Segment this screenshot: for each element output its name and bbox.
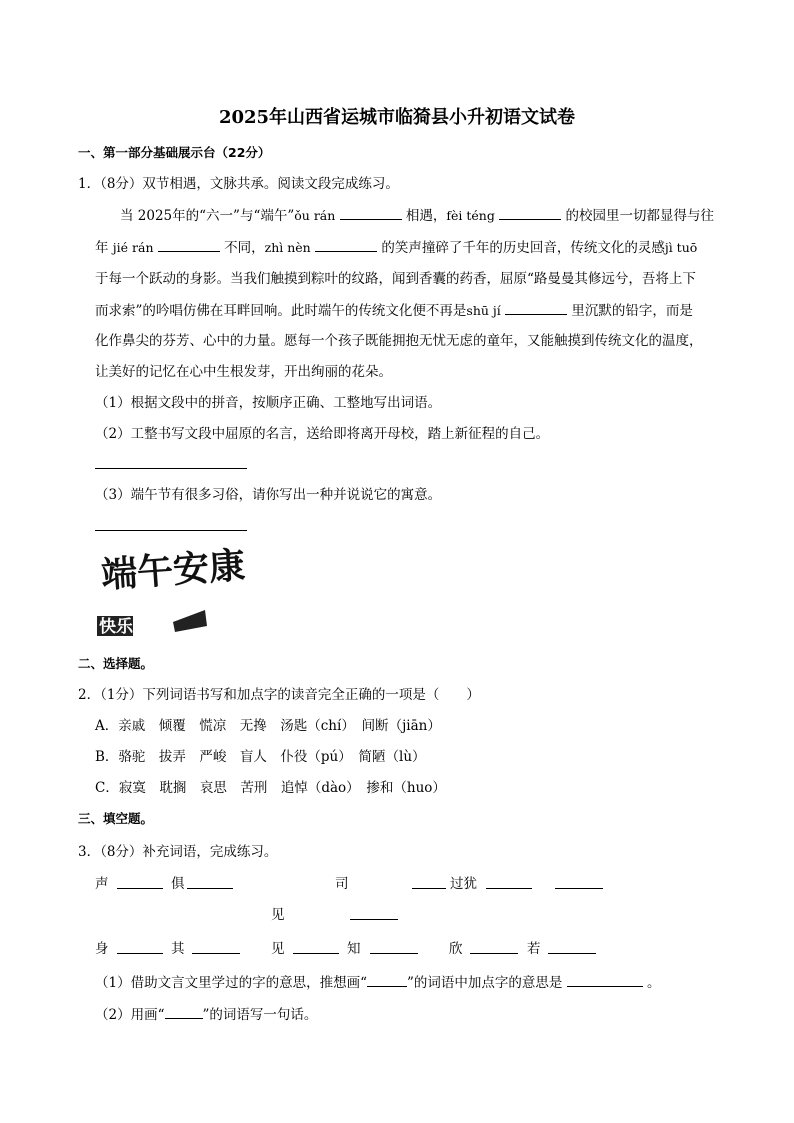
idiom-char: 其 — [171, 941, 185, 957]
pinyin-feiteng: fèi téng — [446, 208, 495, 223]
idiom-char: 过犹 — [450, 876, 477, 892]
calligraphy-bottom-text: 快乐六一 — [99, 617, 167, 637]
q3-sub1 — [95, 973, 661, 992]
q2-option-c[interactable]: C．寂寞 耽搁 哀思 苦刑 追悼（dào） 掺和（huo） — [95, 780, 446, 796]
idiom-char: 声 — [95, 876, 109, 892]
answer-blank[interactable] — [470, 953, 518, 954]
answer-blank[interactable] — [340, 206, 402, 220]
q1-text-e: 不同， — [224, 240, 265, 256]
q1-text-a: 当 2025年的“六一”与“端午” — [120, 208, 295, 224]
q2-option-a[interactable]: A．亲戚 倾覆 慌凉 无搀 汤匙（chí） 间断（jiān） — [95, 718, 441, 734]
answer-blank[interactable] — [187, 888, 233, 889]
q3-sub2 — [95, 1005, 317, 1024]
ink-brush-stroke — [173, 610, 207, 632]
idiom-char: 见 — [271, 907, 285, 923]
q1-passage-line2 — [95, 238, 697, 257]
idiom-char: 司 — [335, 876, 349, 892]
answer-blank[interactable] — [315, 238, 377, 252]
q3-stem: 3．（8分）补充词语，完成练习。 — [78, 844, 278, 860]
answer-blank[interactable] — [370, 953, 418, 954]
answer-blank[interactable] — [117, 953, 163, 954]
pinyin-ouran: ǒu rán — [294, 208, 336, 223]
dragon-boat-calligraphy-image — [95, 540, 247, 645]
q1-text-c: 的校园里一切都显得与往 — [565, 208, 714, 224]
q1-text-f: 的笑声撞碎了千年的历史回音，传统文化的灵感 — [381, 240, 665, 256]
q1-stem: 1．（8分）双节相遇，文脉共承。阅读文段完成练习。 — [78, 176, 399, 192]
pinyin-zhinen: zhì nèn — [264, 240, 311, 255]
q1-sub2: （2）工整书写文段中屈原的名言，送给即将离开母校，踏上新征程的自己。 — [95, 426, 550, 442]
q1-sub1: （1）根据文段中的拼音，按顺序正确、工整地写出词语。 — [95, 395, 442, 411]
answer-blank[interactable] — [367, 973, 407, 987]
pinyin-shuji: shū jí — [466, 303, 501, 318]
answer-blank[interactable] — [505, 301, 567, 315]
idiom-char: 知 — [347, 941, 361, 957]
answer-line[interactable] — [95, 530, 247, 531]
answer-blank[interactable] — [412, 888, 446, 889]
calligraphy-top-text: 端午安康 — [99, 545, 247, 597]
q1-passage-line3: 于每一个跃动的身影。当我们触摸到粽叶的纹路，闻到香囊的药香，屈原“路曼曼其修远兮，吾将上下 — [95, 271, 696, 287]
answer-blank[interactable] — [293, 953, 339, 954]
q1-text-g: 而求索”的吟唱仿佛在耳畔回响。此时端午的传统文化便不再是 — [95, 303, 467, 319]
q1-passage-line5: 化作鼻尖的芬芳、心中的力量。愿每一个孩子既能拥抱无忧无虑的童年，又能触摸到传统文化的温度， — [95, 333, 703, 349]
answer-blank[interactable] — [555, 888, 603, 889]
answer-blank[interactable] — [499, 206, 561, 220]
answer-blank[interactable] — [158, 238, 220, 252]
q1-sub3: （3）端午节有很多习俗，请你写出一种并说说它的寓意。 — [95, 487, 442, 503]
answer-blank[interactable] — [548, 953, 596, 954]
q1-text-h: 里沉默的铅字，而是 — [571, 303, 693, 319]
q1-passage-line4 — [95, 301, 693, 320]
answer-blank[interactable] — [567, 973, 643, 987]
q3-sub1-text-b: ”的词语中加点字的意思是 — [407, 975, 563, 991]
q2-option-b[interactable]: B．骆驼 拔弄 严峻 盲人 仆役（pú） 简陋（lù） — [95, 749, 426, 765]
q3-sub1-text-c: 。 — [647, 975, 661, 991]
answer-blank[interactable] — [117, 888, 163, 889]
idiom-char: 若 — [527, 941, 541, 957]
q3-sub1-text-a: （1）借助文言文里学过的字的意思，推想画“ — [95, 975, 367, 991]
section3-heading: 三、填空题。 — [78, 811, 154, 826]
idiom-char: 俱 — [171, 876, 185, 892]
idiom-char: 欣 — [449, 941, 463, 957]
section2-heading: 二、选择题。 — [78, 656, 154, 671]
idiom-char: 见 — [271, 941, 285, 957]
q3-sub2-text-a: （2）用画“ — [95, 1007, 165, 1023]
q2-stem: 2．（1分）下列词语书写和加点字的读音完全正确的一项是（ ） — [78, 687, 480, 703]
answer-line[interactable] — [95, 468, 247, 469]
q1-text-d: 年 — [95, 240, 109, 256]
section1-heading: 一、第一部分基础展示台（22分） — [78, 145, 271, 160]
pinyin-jituo: jì tuō — [664, 240, 698, 255]
pinyin-jieran: jié rán — [112, 240, 154, 255]
q1-text-b: 相遇， — [405, 208, 447, 224]
answer-blank[interactable] — [350, 919, 398, 920]
q1-passage-line1 — [120, 206, 714, 225]
answer-blank[interactable] — [192, 953, 240, 954]
answer-blank[interactable] — [486, 888, 532, 889]
idiom-char: 身 — [95, 941, 109, 957]
page-title: 2025年山西省运城市临猗县小升初语文试卷 — [218, 107, 576, 128]
q3-sub2-text-b: ”的词语写一句话。 — [202, 1007, 318, 1023]
q1-passage-line6: 让美好的记忆在心中生根发芽，开出绚丽的花朵。 — [95, 364, 392, 380]
answer-blank[interactable] — [165, 1005, 203, 1019]
